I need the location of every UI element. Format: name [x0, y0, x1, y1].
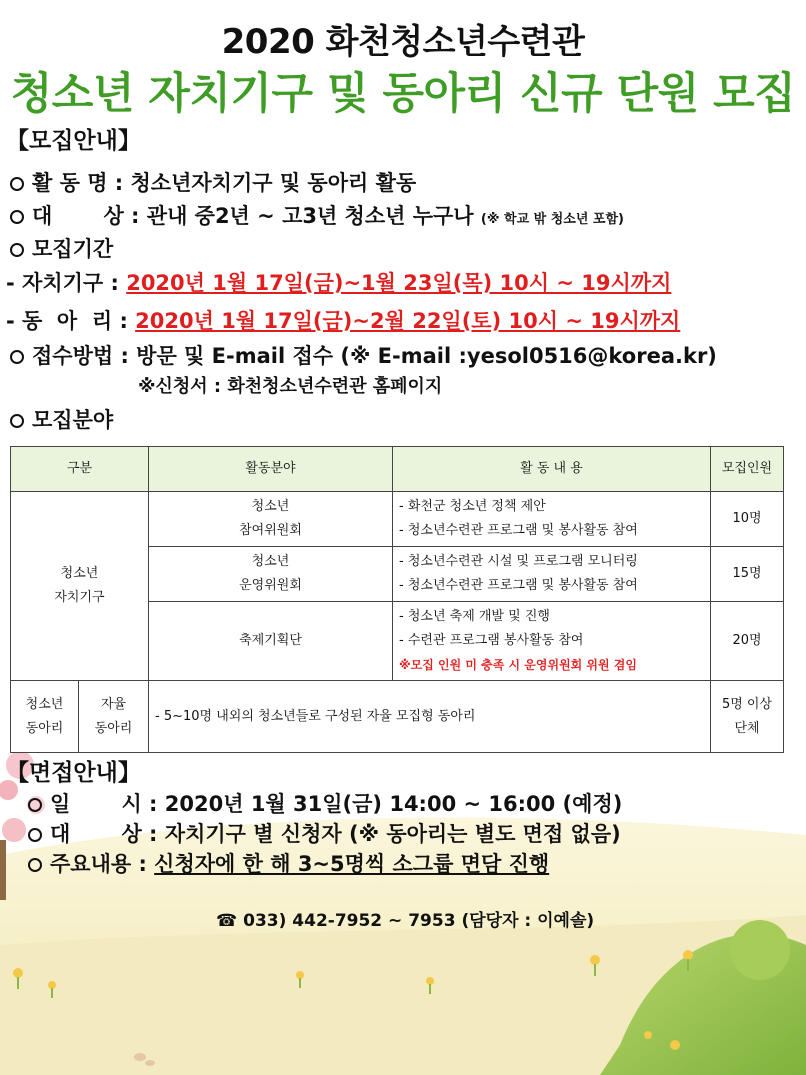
- target-note: (※ 학교 밖 청소년 포함): [480, 212, 624, 227]
- table-row: [11, 492, 784, 547]
- target-line: 대 상 : 관내 중2년 ~ 고3년 청소년 누구나 (※ 학교 밖 청소년 포함): [10, 200, 624, 230]
- council-note: ※모집 인원 미 충족 시 운영위원회 위원 겸임: [399, 658, 637, 672]
- field-cell: 청소년 참여위원회: [149, 492, 393, 547]
- period-club-line: - 동 아 리 : 2020년 1월 17일(금)~2월 22일(토) 10시 ~ 19시까지: [6, 309, 681, 333]
- period-line: 모집기간: [10, 233, 113, 263]
- header-count: 모집인원: [711, 447, 784, 492]
- period-council-line: - 자치기구 : 2020년 1월 17일(금)~1월 23일(목) 10시 ~ 19시까지: [6, 271, 672, 295]
- phone-icon: ☎: [216, 911, 238, 931]
- content-club: - 5~10명 내외의 청소년들로 구성된 자율 모집형 동아리: [149, 681, 711, 753]
- recruit-table: [10, 446, 784, 753]
- content-cell: - 청소년 축제 개발 및 진행 - 수련관 프로그램 봉사활동 참여 ※모집 인원 미 충족 시 운영위원회 위원 겸임: [393, 602, 711, 681]
- circle-bullet-icon: [10, 210, 24, 224]
- circle-bullet-icon: [10, 414, 24, 428]
- application-note: ※신청서 : 화천청소년수련관 홈페이지: [138, 376, 443, 397]
- circle-bullet-icon: [10, 177, 24, 191]
- page-title: 2020 화천청소년수련관: [221, 22, 585, 62]
- field-cell: 청소년 운영위원회: [149, 547, 393, 602]
- table-row: [11, 681, 784, 753]
- circle-bullet-icon: [10, 243, 24, 257]
- count-cell: 20명: [711, 602, 784, 681]
- field-cell: 축제기획단: [149, 602, 393, 681]
- field-line: 모집분야: [10, 404, 113, 434]
- activity-line: 활 동 명 : 청소년자치기구 및 동아리 활동: [10, 167, 416, 197]
- circle-bullet-icon: [28, 858, 42, 872]
- circle-bullet-icon: [28, 828, 42, 842]
- interview-content-line: 주요내용 : 신청자에 한 해 3~5명씩 소그룹 면담 진행: [28, 848, 549, 878]
- contact-line: [216, 906, 594, 931]
- table-header-row: [11, 447, 784, 492]
- contact-text: 033) 442-7952 ~ 7953 (담당자 : 이예솔): [243, 911, 595, 931]
- circle-bullet-icon: [10, 350, 24, 364]
- count-club: 5명 이상 단체: [711, 681, 784, 753]
- interview-target-line: 대 상 : 자치기구 별 신청자 (※ 동아리는 별도 면접 없음): [28, 818, 621, 848]
- group-council: 청소년 자치기구: [11, 492, 149, 681]
- count-cell: 15명: [711, 547, 784, 602]
- content-cell: - 청소년수련관 시설 및 프로그램 모니터링 - 청소년수련관 프로그램 및 봉사활동 참여: [393, 547, 711, 602]
- header-category: 구분: [11, 447, 149, 492]
- interview-date-line: 일 시 : 2020년 1월 31일(금) 14:00 ~ 16:00 (예정): [28, 788, 622, 818]
- field-club: 자율 동아리: [79, 681, 149, 753]
- circle-bullet-icon: [28, 798, 42, 812]
- content-cell: - 화천군 청소년 정책 제안 - 청소년수련관 프로그램 및 봉사활동 참여: [393, 492, 711, 547]
- recruit-section-title: 【모집안내】: [6, 128, 141, 154]
- group-club: 청소년 동아리: [11, 681, 79, 753]
- header-field: 활동분야: [149, 447, 393, 492]
- method-line: 접수방법 : 방문 및 E-mail 접수 (※ E-mail :yesol0516@korea.kr): [10, 340, 717, 370]
- interview-section-title: 【면접안내】: [6, 760, 141, 786]
- page-subtitle: 청소년 자치기구 및 동아리 신규 단원 모집: [10, 69, 796, 119]
- count-cell: 10명: [711, 492, 784, 547]
- header-content: 활 동 내 용: [393, 447, 711, 492]
